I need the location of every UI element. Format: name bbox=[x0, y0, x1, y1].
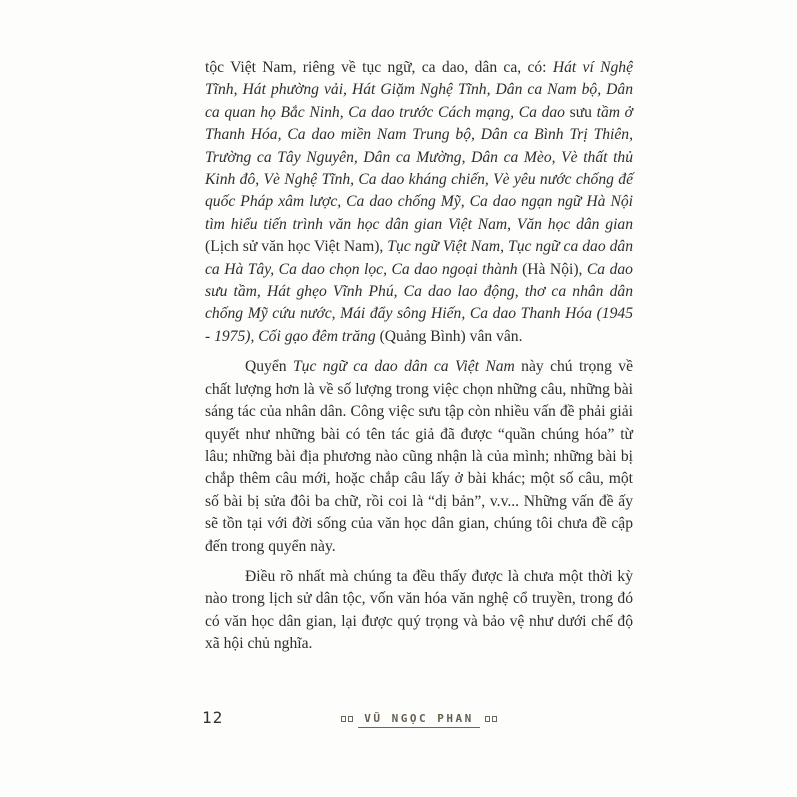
page-text bbox=[205, 57, 633, 656]
italic-text-segment: Tục ngữ Việt Nam, Tục ngữ ca dao dân ca Hà Tây, Ca dao chọn lọc, Ca dao ngoại thành bbox=[205, 238, 633, 278]
paragraph bbox=[205, 356, 633, 558]
running-footer bbox=[205, 710, 633, 728]
text-segment: Quyển bbox=[245, 358, 293, 376]
text-segment: (Quảng Bình) vân vân. bbox=[379, 327, 523, 345]
footer-author-title: VŨ NGỌC PHAN bbox=[358, 711, 479, 728]
italic-text-segment: tầm ở Thanh Hóa, Ca dao miền Nam Trung bộ, Dân ca Bình Trị Thiên, Trường ca Tây Nguyên, Dân ca Mường, Dân ca Mèo, Vè thất thủ Kinh đô, Vè Nghệ Tĩnh, Ca dao kháng chiến, Vè yêu nước chống đế quốc Pháp xâm lược, Ca dao chống Mỹ, Ca dao ngạn ngữ Hà Nội tìm hiểu tiến trình văn học dân gian Việt Nam, Văn học dân gian bbox=[205, 103, 633, 233]
paragraph bbox=[205, 566, 633, 656]
footer-ornament-left-icon bbox=[340, 716, 354, 722]
text-segment: sưu bbox=[569, 103, 597, 121]
page-number: 12 bbox=[202, 708, 224, 727]
text-segment: (Lịch sử văn học Việt Nam), bbox=[205, 238, 388, 256]
paragraph bbox=[205, 57, 633, 348]
footer-ornament-right-icon bbox=[484, 716, 498, 722]
text-segment: (Hà Nội), bbox=[522, 260, 587, 278]
text-segment: Điều rõ nhất mà chúng ta đều thấy được là chưa một thời kỳ nào trong lịch sử dân tộc, vốn văn hóa văn nghệ cổ truyền, trong đó có văn học dân gian, lại được quý trọng và bảo vệ như dưới chế độ xã hội chủ nghĩa. bbox=[205, 567, 633, 653]
italic-text-segment: Hát ví Nghệ Tĩnh, Hát phường vải, Hát Giặm Nghệ Tĩnh, Dân ca Nam bộ, Dân ca quan họ Bắc Ninh, Ca dao trước Cách mạng, Ca dao bbox=[205, 59, 633, 121]
italic-text-segment: Ca dao sưu tầm, Hát ghẹo Vĩnh Phú, Ca dao lao động, thơ ca nhân dân chống Mỹ cứu nước, Mái đẩy sông Hiến, Ca dao Thanh Hóa (1945 - 1975), Cối gạo đêm trăng bbox=[205, 260, 633, 345]
text-segment: tộc Việt Nam, riêng về tục ngữ, ca dao, dân ca, có: bbox=[205, 59, 553, 76]
text-segment: này chú trọng về chất lượng hơn là về số lượng trong việc chọn những câu, những bài sáng tác của nhân dân. Công việc sưu tập còn nhiều vấn đề phải giải quyết như những bài có tên tác giả đã được “quần chúng hóa” từ lâu; những bài địa phương nào cũng nhận là của mình; những bài bị chắp thêm câu mới, hoặc chắp câu lấy ở bài khác; một số câu, một số bài bị sửa đôi ba chữ, rồi coi là “dị bản”, v.v... Những vấn đề ấy sẽ tồn tại với đời sống của văn học dân gian, chúng tôi chưa đề cập đến trong quyển này. bbox=[205, 358, 633, 555]
italic-text-segment: Tục ngữ ca dao dân ca Việt Nam bbox=[292, 358, 522, 376]
